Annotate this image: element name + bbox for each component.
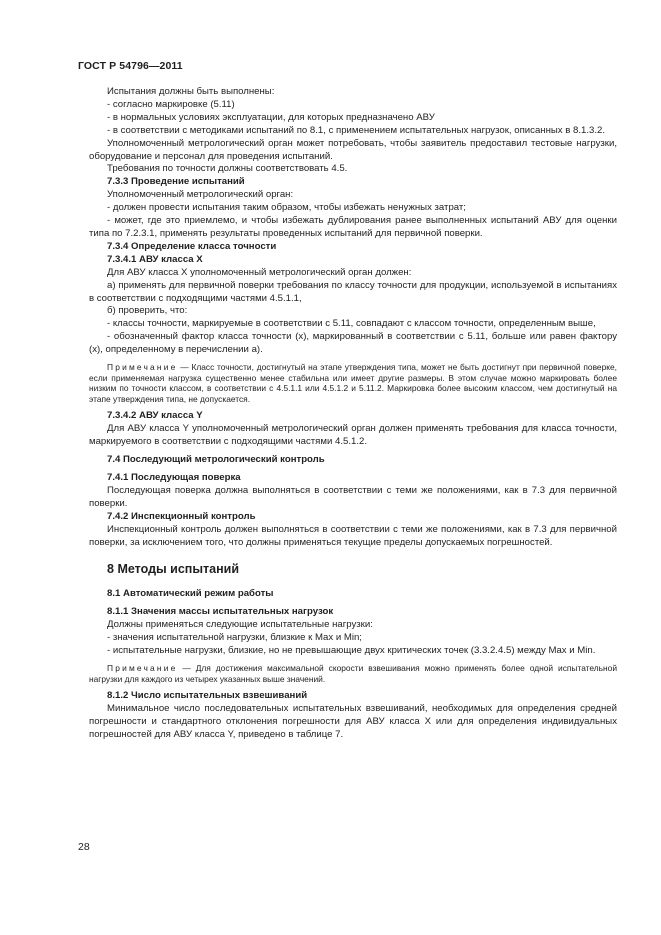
- heading-title: Методы испытаний: [117, 562, 240, 577]
- paragraph: - испытательные нагрузки, близкие, но не превышающие двух критических точек (3.3.2.4.5) между Max и Min.: [107, 645, 596, 656]
- heading-number: 8.1.1: [107, 606, 129, 618]
- paragraph: Минимальное число последовательных испытательных взвешиваний, необходимых для определения средней погрешности и стандартного отклонения погрешности для АВУ класса X или для определения индивидуальных погрешностей для АВУ класса Y, приведено в таблице 7.: [89, 703, 617, 740]
- paragraph: Испытания должны быть выполнены:: [107, 86, 275, 97]
- subsection-heading: [89, 454, 617, 467]
- subsection-heading: [89, 176, 617, 189]
- heading-number: 7.3.4: [107, 240, 129, 252]
- subsection-heading: [89, 254, 617, 267]
- subsection-heading: [89, 690, 617, 703]
- note: [89, 362, 617, 404]
- paragraph: - обозначенный фактор класса точности (x), маркированный в соответствии с 5.11, больше или равен фактору (x), определенному в перечислении а).: [89, 331, 617, 356]
- heading-title: Последующая поверка: [131, 472, 241, 484]
- heading-number: 7.3.4.1: [107, 253, 137, 265]
- document-header: ГОСТ Р 54796—2011: [78, 60, 183, 72]
- heading-title: Число испытательных взвешиваний: [131, 690, 308, 702]
- paragraph: - согласно маркировке (5.11): [107, 98, 235, 110]
- heading-title: Автоматический режим работы: [123, 588, 274, 600]
- paragraph: Инспекционный контроль должен выполняться в соответствии с теми же положениями, как в 7.3 для первичной поверки, за исключением того, что должны применяться текущие пределы допускаемых погрешностей.: [89, 523, 617, 548]
- note-text: — Для достижения максимальной скорости взвешивания можно применять более одной испытательной нагрузки для каждого из четырех указанных выше значений.: [89, 662, 617, 684]
- subsection-heading: [89, 410, 617, 423]
- heading-number: 8.1.2: [107, 690, 129, 702]
- heading-title: Последующий метрологический контроль: [123, 454, 325, 466]
- note-text: — Класс точности, достигнутый на этапе утверждения типа, может не быть достигнут при первичной поверке, если применяемая нагрузка существенно менее стабильна или имеет другие размеры. В этом случае можно маркировать более низким по точности классом, в соответствии с 4.5.1.1 или 4.5.1.2 и 5.11.2. Маркировка более высоким классом, чем достигнутый на этапе утверждения типа, не допускается.: [89, 362, 617, 404]
- heading-number: 7.3.4.2: [107, 410, 137, 422]
- paragraph: - классы точности, маркируемые в соответствии с 5.11, совпадают с классом точности, определенным выше,: [107, 318, 596, 330]
- paragraph: Требования по точности должны соответствовать 4.5.: [107, 163, 348, 175]
- heading-number: 7.4.2: [107, 510, 129, 522]
- paragraph: Должны применяться следующие испытательные нагрузки:: [107, 619, 373, 631]
- heading-number: 8.1: [107, 588, 121, 600]
- page-number: 28: [78, 841, 90, 853]
- paragraph: - должен провести испытания таким образом, чтобы избежать ненужных затрат;: [107, 202, 466, 214]
- paragraph: Для АВУ класса Y уполномоченный метрологический орган должен применять требования для класса точности, маркируемого в соответствии с подходящими частями 4.5.1.2.: [89, 423, 617, 448]
- heading-number: 7.4: [107, 454, 121, 466]
- paragraph: Последующая поверка должна выполняться в соответствии с теми же положениями, как в 7.3 для первичной поверки.: [89, 484, 617, 509]
- heading-number: 7.4.1: [107, 472, 129, 484]
- paragraph: - может, где это приемлемо, и чтобы избежать дублирования ранее выполненных испытаний АВУ для оценки типа по 7.2.3.1, применять результаты проведенных испытаний для первичной поверки.: [89, 215, 617, 239]
- heading-number: 7.3.3: [107, 176, 129, 188]
- note-label: Примечание: [107, 662, 178, 673]
- heading-title: Проведение испытаний: [131, 176, 245, 188]
- heading-title: Определение класса точности: [131, 240, 277, 252]
- paragraph: Уполномоченный метрологический орган может потребовать, чтобы заявитель предоставил тестовые нагрузки, оборудование и персонал для проведения испытаний.: [89, 137, 617, 162]
- subsection-heading: [89, 511, 617, 524]
- heading-title: Инспекционный контроль: [131, 510, 256, 522]
- paragraph: б) проверить, что:: [107, 305, 188, 317]
- paragraph: - в соответствии с методиками испытаний по 8.1, с применением испытательных нагрузок, описанных в 8.1.3.2.: [107, 124, 606, 136]
- subsection-heading: [89, 588, 617, 601]
- heading-title: АВУ класса X: [139, 253, 203, 265]
- heading-title: Значения массы испытательных нагрузок: [131, 606, 334, 618]
- heading-number: 8: [107, 562, 114, 577]
- paragraph: а) применять для первичной поверки требования по классу точности для продукции, используемой в испытаниях в соответствии с подходящими частями 4.5.1.1,: [89, 279, 617, 304]
- paragraph: - в нормальных условиях эксплуатации, для которых предназначено АВУ: [107, 111, 435, 123]
- paragraph: - значения испытательной нагрузки, близкие к Max и Min;: [107, 632, 362, 644]
- section-heading: [89, 563, 617, 576]
- paragraph: Уполномоченный метрологический орган:: [107, 189, 294, 201]
- note: [89, 663, 617, 684]
- subsection-heading: [89, 241, 617, 254]
- heading-title: АВУ класса Y: [139, 410, 203, 422]
- note-label: Примечание: [107, 362, 178, 373]
- paragraph: Для АВУ класса X уполномоченный метрологический орган должен:: [107, 266, 412, 278]
- document-body: [89, 86, 617, 742]
- subsection-heading: [89, 472, 617, 485]
- subsection-heading: [89, 606, 617, 619]
